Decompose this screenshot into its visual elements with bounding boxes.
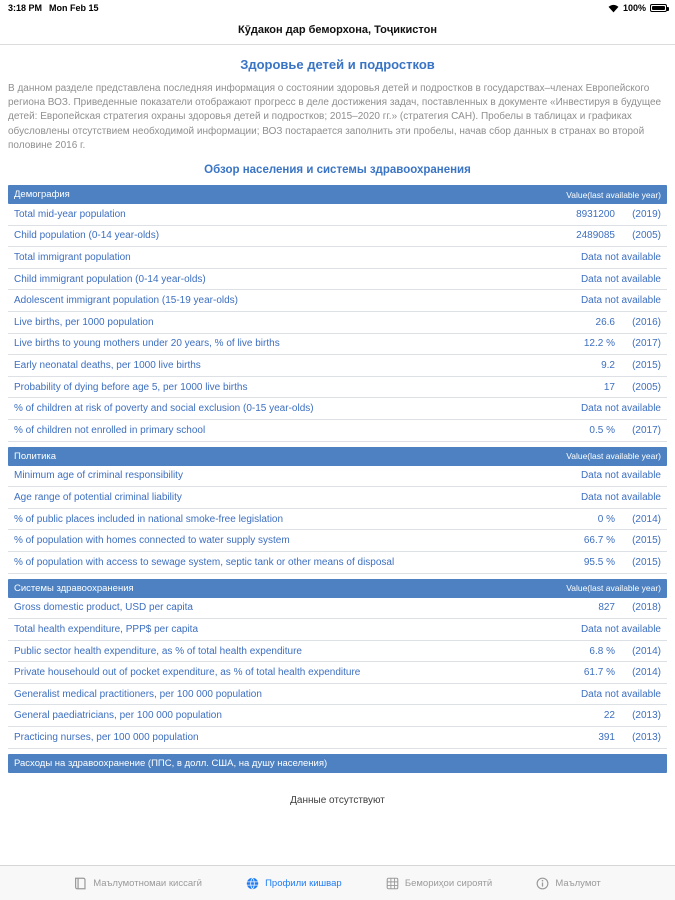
row-year: (2005)	[632, 381, 661, 393]
row-label: General paediatricians, per 100 000 population	[14, 710, 222, 722]
row-value: 17	[603, 381, 615, 393]
battery-icon	[650, 4, 667, 12]
row-value: 22	[603, 710, 615, 722]
status-time: 3:18 PM	[8, 3, 43, 13]
table-section-header	[8, 579, 667, 598]
row-label: Early neonatal deaths, per 1000 live births	[14, 359, 201, 371]
tab-item-globe[interactable]	[246, 877, 342, 890]
row-label: Adolescent immigrant population (15-19 year-olds)	[14, 295, 239, 307]
tab-item-info[interactable]	[536, 877, 600, 890]
row-label: Gross domestic product, USD per capita	[14, 602, 193, 614]
row-year: (2014)	[632, 667, 661, 679]
table-section-header	[8, 185, 667, 204]
section-title: Политика	[14, 450, 57, 462]
no-data-message: Данные отсутствуют	[290, 794, 385, 806]
tab-item-infectious-diseases[interactable]	[386, 877, 492, 890]
row-label: Age range of potential criminal liability	[14, 491, 182, 503]
table-row	[8, 552, 667, 574]
row-label: Probability of dying before age 5, per 1000 live births	[14, 381, 248, 393]
tab-label: Бемориҳои сироятӣ	[404, 877, 493, 889]
row-value: Data not available	[580, 688, 661, 700]
row-year: (2016)	[632, 316, 661, 328]
table-row	[8, 398, 667, 420]
row-year: (2015)	[632, 535, 661, 547]
table-row	[8, 487, 667, 509]
tab-label: Маълумотномаи киссагӣ	[93, 877, 202, 889]
table-row	[8, 466, 667, 488]
row-year: (2018)	[632, 602, 661, 614]
row-label: Child immigrant population (0-14 year-olds)	[14, 273, 206, 285]
row-year: (2005)	[632, 230, 661, 242]
tab-label: Маълумот	[555, 877, 601, 889]
tab-label: Профили кишвар	[265, 877, 342, 889]
row-year: (2019)	[632, 208, 661, 220]
row-year: (2013)	[632, 731, 661, 743]
row-label: % of children not enrolled in primary school	[14, 424, 206, 436]
row-value: 61.7 %	[583, 667, 615, 679]
status-bar	[0, 0, 675, 16]
table-section-header	[8, 754, 667, 773]
row-value: 827	[598, 602, 615, 614]
row-year: (2017)	[632, 424, 661, 436]
row-value: 9.2	[601, 359, 615, 371]
page-title: Кӯдакон дар беморхона, Тоҷикистон	[238, 24, 437, 36]
row-value: 66.7 %	[583, 535, 615, 547]
section-heading: Здоровье детей и подростков	[240, 57, 435, 72]
table-row	[8, 598, 667, 620]
battery-percentage: 100%	[622, 3, 646, 13]
row-value: 0.5 %	[589, 424, 615, 436]
table-row	[8, 290, 667, 312]
infectious-diseases-icon	[386, 877, 399, 890]
table-section-header	[8, 447, 667, 466]
row-value: Data not available	[580, 273, 661, 285]
row-value: Data not available	[580, 403, 661, 415]
table-row	[8, 641, 667, 663]
table-row	[8, 420, 667, 442]
tab-bar	[0, 865, 675, 900]
row-value: 26.6	[595, 316, 615, 328]
row-label: Child population (0-14 year-olds)	[14, 230, 160, 242]
row-label: Minimum age of criminal responsibility	[14, 470, 183, 482]
section-title: Расходы на здравоохранение (ППС, в долл. США, на душу населения)	[14, 757, 328, 769]
section-title: Демография	[14, 189, 70, 201]
table-row	[8, 377, 667, 399]
table-row	[8, 530, 667, 552]
table-row	[8, 727, 667, 749]
row-label: Total mid-year population	[14, 208, 126, 220]
row-year: (2017)	[632, 338, 661, 350]
row-year: (2014)	[632, 513, 661, 525]
row-year: (2013)	[632, 710, 661, 722]
value-column-header: Value(last available year)	[566, 583, 661, 594]
row-label: % of population with homes connected to water supply system	[14, 535, 290, 547]
globe-icon	[246, 877, 259, 890]
table-row	[8, 247, 667, 269]
table-row	[8, 269, 667, 291]
table-row	[8, 509, 667, 531]
row-label: % of children at risk of poverty and social exclusion (0-15 year-olds)	[14, 403, 314, 415]
table-row	[8, 312, 667, 334]
row-value: Data not available	[580, 470, 661, 482]
row-value: 391	[598, 731, 615, 743]
row-year: (2014)	[632, 645, 661, 657]
row-label: Live births to young mothers under 20 years, % of live births	[14, 338, 280, 350]
status-date: Mon Feb 15	[49, 3, 99, 13]
row-value: 8931200	[576, 208, 615, 220]
table-row	[8, 226, 667, 248]
row-value: Data not available	[580, 295, 661, 307]
value-column-header: Value(last available year)	[566, 451, 661, 462]
row-label: Public sector health expenditure, as % of total health expenditure	[14, 645, 302, 657]
row-label: % of population with access to sewage system, septic tank or other means of disposal	[14, 556, 395, 568]
row-year: (2015)	[632, 556, 661, 568]
info-icon	[536, 877, 549, 890]
intro-paragraph: В данном разделе представлена последняя информация о состоянии здоровья детей и подростков в государствах–членах Европейского региона ВОЗ. Приведенные показатели отображают прогресс в деле достижения задач, поставленных в документе «Инвестируя в будущее детей: Европейская стратегия охраны здоровья детей и подростков; 2015–2020 гг.» (стратегия САН). Пробелы в таблицах и графиках обусловлены отсутствием необходимой информации; ВОЗ постарается заполнить эти пробелы, начав сбор данных в странах во второй половине 2016 г.	[8, 83, 662, 151]
row-label: Generalist medical practitioners, per 100 000 population	[14, 688, 262, 700]
table-row	[8, 334, 667, 356]
row-label: % of public places included in national smoke-free legislation	[14, 513, 284, 525]
table-row	[8, 662, 667, 684]
row-value: 0 %	[597, 513, 615, 525]
row-label: Total immigrant population	[14, 252, 131, 263]
row-label: Private househould out of pocket expenditure, as % of total health expenditure	[14, 667, 361, 679]
row-value: Data not available	[580, 491, 661, 503]
section-title: Системы здравоохранения	[14, 582, 134, 594]
row-label: Total health expenditure, PPP$ per capita	[14, 623, 199, 635]
value-column-header: Value(last available year)	[566, 189, 661, 200]
row-value: 6.8 %	[589, 645, 615, 657]
row-year: (2015)	[632, 359, 661, 371]
table-row	[8, 684, 667, 706]
wifi-icon	[608, 4, 619, 13]
overview-table	[8, 185, 667, 773]
table-row	[8, 619, 667, 641]
table-row	[8, 204, 667, 226]
row-value: Data not available	[580, 623, 661, 635]
table-row	[8, 355, 667, 377]
row-value: 12.2 %	[583, 338, 615, 350]
table-row	[8, 705, 667, 727]
main-content	[0, 57, 675, 806]
pocket-book-icon	[74, 877, 87, 890]
row-label: Practicing nurses, per 100 000 population	[14, 731, 199, 743]
row-label: Live births, per 1000 population	[14, 316, 154, 328]
row-value: 2489085	[576, 230, 615, 242]
row-value: 95.5 %	[583, 556, 615, 568]
row-value: Data not available	[580, 252, 661, 263]
tab-item-pocket-book[interactable]	[74, 877, 202, 890]
section-subheading: Обзор населения и системы здравоохранения	[204, 164, 471, 177]
nav-bar	[0, 16, 675, 45]
